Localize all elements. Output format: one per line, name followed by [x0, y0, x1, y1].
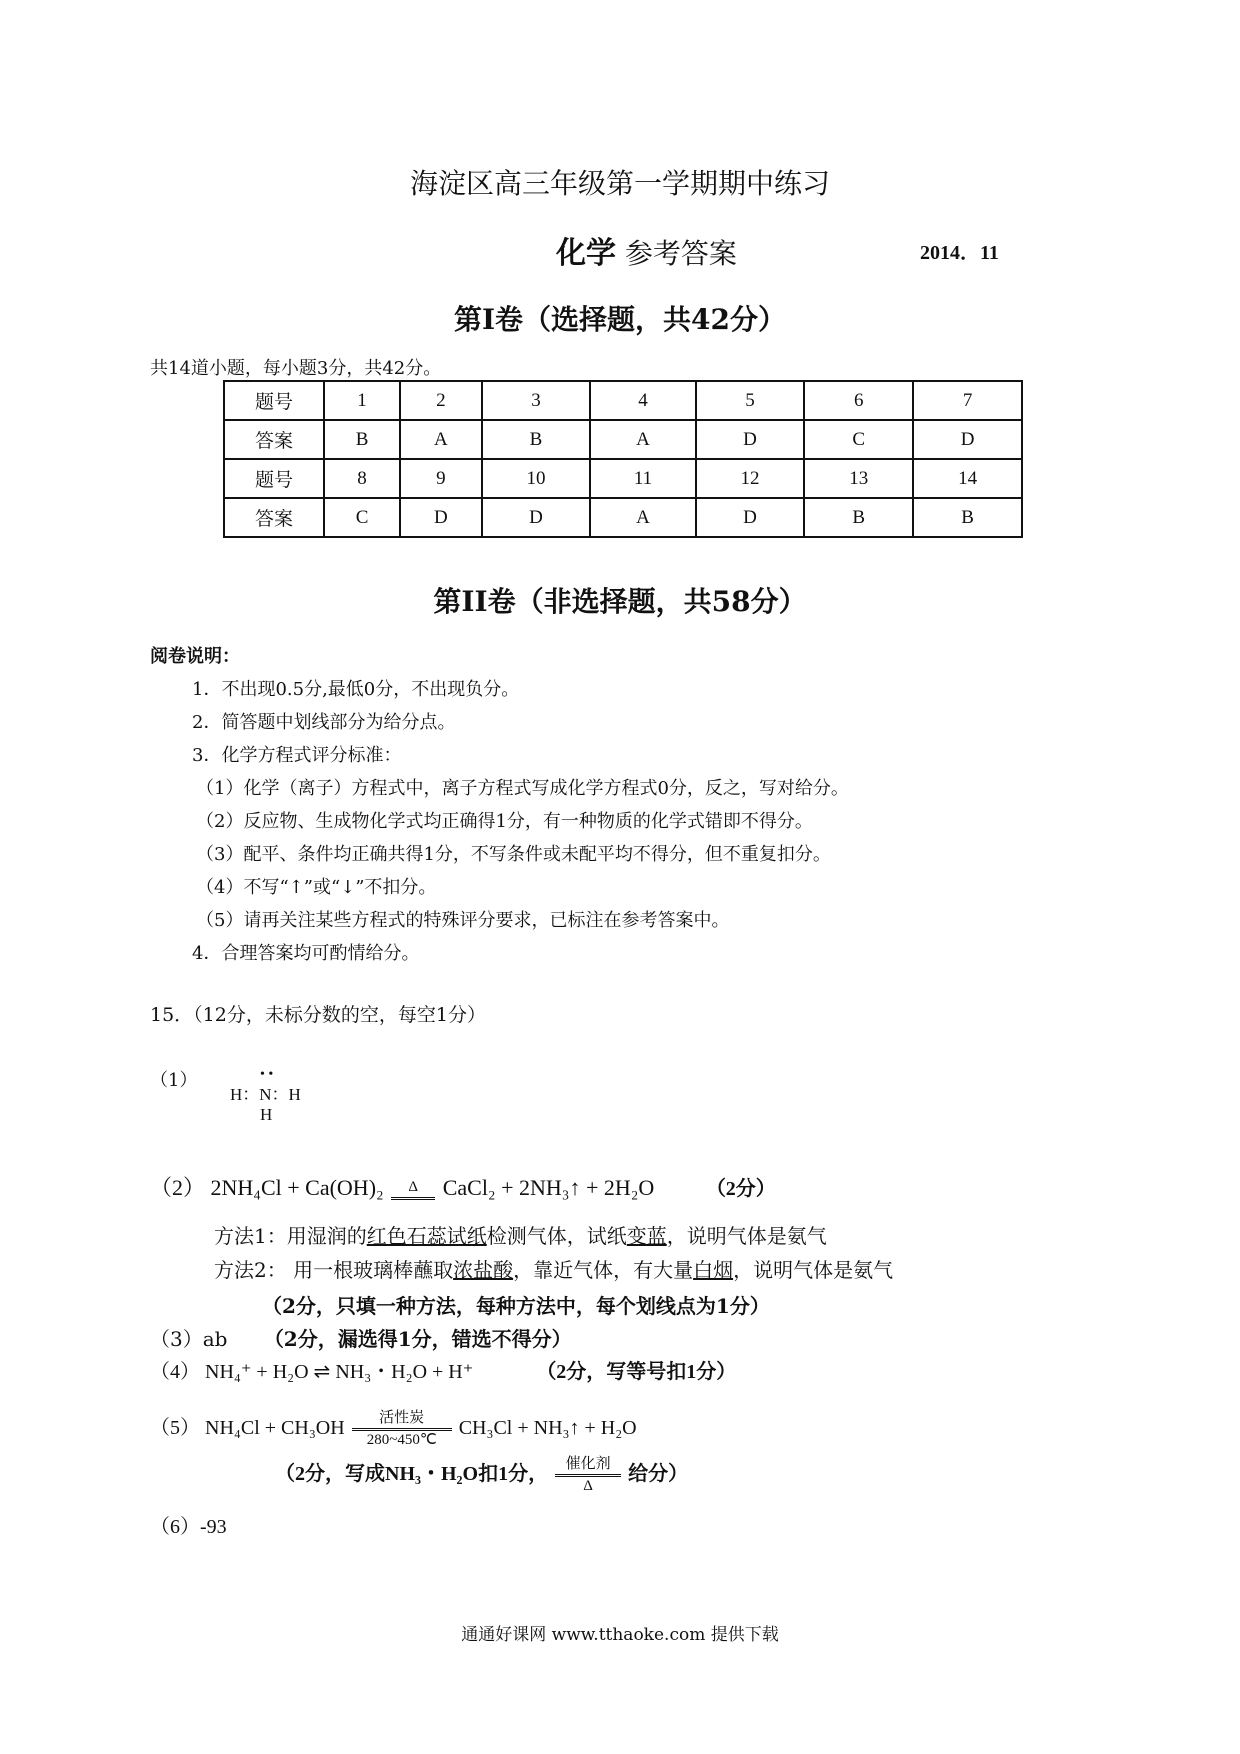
part1-heading: 第I卷（选择题，共42分） — [453, 303, 787, 336]
note-subitem: （2）反应物、生成物化学式均正确得1分，有一种物质的化学式错即不得分。 — [196, 811, 813, 832]
answer-key-label: 参考答案 — [624, 237, 737, 270]
question-number: 13 — [804, 459, 913, 498]
document-title: 海淀区高三年级第一学期期中练习 — [409, 167, 830, 200]
note-item: 1．不出现0.5分,最低0分，不出现负分。 — [192, 679, 520, 700]
part2-heading: 第II卷（非选择题，共58分） — [433, 585, 807, 618]
document-subtitle — [556, 228, 737, 272]
answer-cell: D — [482, 498, 591, 537]
question-number: 11 — [590, 459, 695, 498]
scoring-point: 浓盐酸 — [453, 1258, 514, 1282]
answer-cell: A — [400, 420, 482, 459]
reaction-condition — [391, 1179, 435, 1201]
part-1-label: （1） — [150, 1070, 198, 1091]
question-number: 10 — [482, 459, 591, 498]
question-number: 9 — [400, 459, 482, 498]
answer-cell: B — [324, 420, 400, 459]
equation-left: NH₄Cl + CH₃OH — [205, 1417, 345, 1440]
grading-notes — [150, 640, 849, 970]
reaction-condition — [555, 1456, 621, 1495]
part-2-note: （2分，只填一种方法，每种方法中，每个划线点为1分） — [262, 1294, 770, 1318]
part-4-label: （4） — [150, 1361, 200, 1383]
reaction-condition — [352, 1410, 452, 1449]
note-item: 4．合理答案均可酌情给分。 — [192, 943, 420, 964]
question-number: 7 — [913, 381, 1022, 420]
heat-symbol: Δ — [408, 1178, 419, 1195]
equation-right: CaCl₂ + 2NH₃↑ + 2H₂O — [442, 1175, 655, 1200]
question-number: 1 — [324, 381, 400, 420]
question-number: 4 — [590, 381, 695, 420]
note-item: 3．化学方程式评分标准： — [192, 745, 402, 766]
equation-2 — [150, 1171, 776, 1202]
answer-table — [223, 380, 1023, 538]
lone-pair-dots: • • — [260, 1067, 274, 1082]
row-label: 答案 — [224, 498, 324, 537]
table-row — [224, 420, 1022, 459]
part-4 — [150, 1355, 736, 1384]
answer-cell: D — [913, 420, 1022, 459]
temperature-label: 280~450℃ — [366, 1432, 437, 1448]
equals-bar — [352, 1428, 452, 1431]
answer-cell: D — [696, 498, 805, 537]
table-row — [224, 381, 1022, 420]
table-row — [224, 498, 1022, 537]
note-subitem: （1）化学（离子）方程式中，离子方程式写成化学方程式0分，反之，写对给分。 — [196, 778, 849, 799]
note-subitem: （5）请再关注某些方程式的特殊评分要求，已标注在参考答案中。 — [196, 910, 730, 931]
answer-cell: A — [590, 420, 695, 459]
text-span: 给分） — [628, 1463, 689, 1486]
method-2 — [214, 1254, 893, 1283]
text-span: ，说明气体是氨气 — [666, 1224, 827, 1248]
row-label: 题号 — [224, 459, 324, 498]
catalyst-label: 催化剂 — [565, 1456, 611, 1472]
footer-text: 通通好课网 www.tthaoke.com 提供下载 — [461, 1625, 779, 1645]
scoring-point: 红色石蕊试纸 — [366, 1224, 487, 1248]
row-label: 答案 — [224, 420, 324, 459]
part-2-label: （2） — [150, 1175, 206, 1200]
part-5 — [150, 1410, 637, 1449]
question-number: 3 — [482, 381, 591, 420]
text-span: ，靠近气体，有大量 — [513, 1258, 694, 1282]
question-number: 14 — [913, 459, 1022, 498]
equation-left: 2NH₄Cl + Ca(OH)₂ — [210, 1175, 384, 1200]
equation-right: CH₃Cl + NH₃↑ + H₂O — [458, 1417, 637, 1440]
scoring-point: 白烟 — [693, 1258, 734, 1282]
answer-cell: B — [482, 420, 591, 459]
equals-bar — [391, 1197, 435, 1200]
method-1 — [214, 1220, 827, 1249]
row-label: 题号 — [224, 381, 324, 420]
note-subitem: （3）配平、条件均正确共得1分，不写条件或未配平均不得分，但不重复扣分。 — [196, 844, 831, 865]
heat-symbol: Δ — [583, 1478, 593, 1494]
scoring-point: 变蓝 — [626, 1224, 667, 1248]
answer-cell: B — [804, 498, 913, 537]
question-number: 8 — [324, 459, 400, 498]
part1-intro: 共14道小题，每小题3分，共42分。 — [150, 358, 442, 379]
lewis-structure — [230, 1067, 301, 1125]
text-span: （2分，写成NH₃・H₂O扣1分， — [275, 1463, 549, 1486]
part-5-label: （5） — [150, 1417, 200, 1440]
table-row — [224, 459, 1022, 498]
part-6: （6）-93 — [150, 1516, 227, 1538]
answer-cell: D — [400, 498, 482, 537]
question-number: 5 — [696, 381, 805, 420]
answer-cell: C — [804, 420, 913, 459]
answer-cell: C — [324, 498, 400, 537]
question-number: 6 — [804, 381, 913, 420]
points-label: （2分） — [705, 1178, 776, 1200]
lewis-bottom-h: H — [260, 1105, 273, 1124]
text-span: 检测气体，试纸 — [486, 1224, 627, 1248]
note-item: 2．简答题中划线部分为给分点。 — [192, 712, 456, 733]
points-label: （2分，写等号扣1分） — [536, 1361, 737, 1383]
lewis-row: H：N：H — [230, 1085, 301, 1104]
answer-cell: D — [696, 420, 805, 459]
note-subitem: （4）不写“↑”或“↓”不扣分。 — [196, 877, 437, 898]
part-3 — [150, 1323, 572, 1352]
question-number: 2 — [400, 381, 482, 420]
points-label: （2分，漏选得1分，错选不得分） — [263, 1327, 572, 1351]
text-span: ，说明气体是氨气 — [733, 1258, 894, 1282]
catalyst-label: 活性炭 — [379, 1410, 425, 1426]
equals-bar — [555, 1474, 621, 1477]
answer-cell: A — [590, 498, 695, 537]
question-15-header: 15．（12分，未标分数的空，每空1分） — [150, 1004, 486, 1026]
text-span: 方法1：用湿润的 — [214, 1224, 367, 1248]
notes-heading: 阅卷说明： — [150, 646, 240, 667]
subject-label: 化学 — [556, 236, 616, 271]
document-date: 2014．11 — [920, 242, 999, 264]
answer-cell: B — [913, 498, 1022, 537]
part-5-note — [275, 1456, 688, 1495]
part-3-answer: （3）ab — [150, 1327, 228, 1351]
question-number: 12 — [696, 459, 805, 498]
equation-4: NH₄⁺ + H₂O ⇌ NH₃・H₂O + H⁺ — [205, 1361, 474, 1383]
text-span: 方法2： 用一根玻璃棒蘸取 — [214, 1258, 454, 1282]
